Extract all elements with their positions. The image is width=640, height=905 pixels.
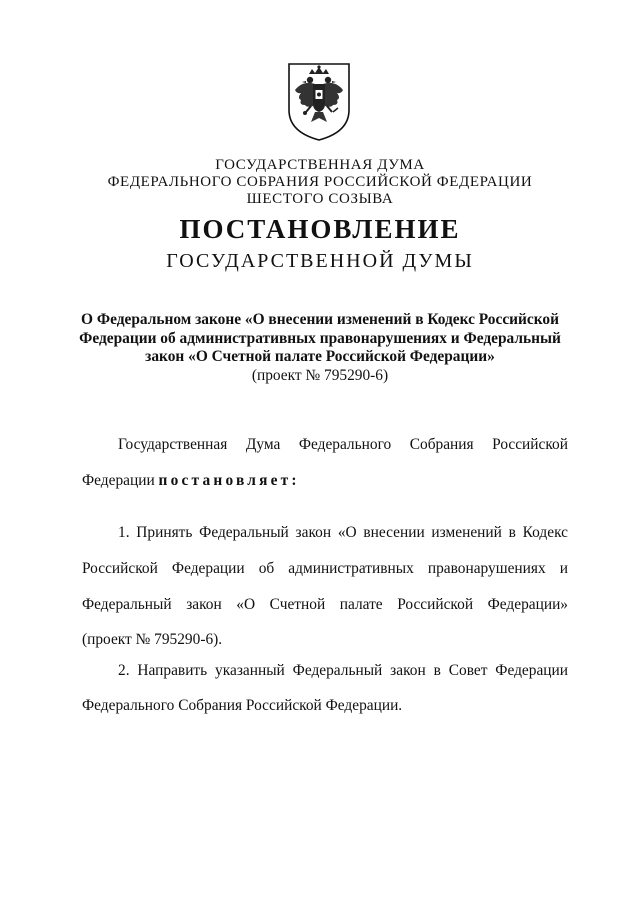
intro-line-1: Государственная Дума Федерального Собрания Российской <box>118 436 568 453</box>
document-subject <box>70 311 570 385</box>
subject-line-3: закон «О Счетной палате Российской Федерации» <box>145 348 495 365</box>
header-line-duma: ГОСУДАРСТВЕННАЯ ДУМА <box>215 157 425 173</box>
item-1-line-2: Российской Федерации об административных правонарушениях и <box>82 560 568 577</box>
subject-line-2: Федерации об административных правонарушениях и Федеральный <box>79 329 561 347</box>
item-2-line-1: 2. Направить указанный Федеральный закон в Совет Федерации <box>118 662 568 679</box>
subject-line-1: О Федеральном законе «О внесении изменений в Кодекс Российской <box>81 311 559 328</box>
item-1-line-3: Федеральный закон «О Счетной палате Российской Федерации» <box>82 596 568 613</box>
intro-line-2-text: Федерации <box>82 472 159 489</box>
document-subtitle: ГОСУДАРСТВЕННОЙ ДУМЫ <box>166 250 474 272</box>
item-2-line-2: Федерального Собрания Российской Федерации. <box>82 697 403 714</box>
decrees-word: постановляет: <box>158 472 300 489</box>
project-number: (проект № 795290-6) <box>251 366 389 384</box>
russian-coat-of-arms-icon <box>285 60 353 144</box>
header-line-assembly: ФЕДЕРАЛЬНОГО СОБРАНИЯ РОССИЙСКОЙ ФЕДЕРАЦИИ <box>107 174 533 190</box>
document-title: ПОСТАНОВЛЕНИЕ <box>179 214 461 244</box>
issuing-authority <box>0 157 640 208</box>
item-1-line-4: (проект № 795290-6). <box>82 631 223 648</box>
header-line-convocation: ШЕСТОГО СОЗЫВА <box>246 191 394 207</box>
intro-line-2 <box>82 472 568 490</box>
item-1-line-1: 1. Принять Федеральный закон «О внесении изменений в Кодекс <box>118 524 568 541</box>
